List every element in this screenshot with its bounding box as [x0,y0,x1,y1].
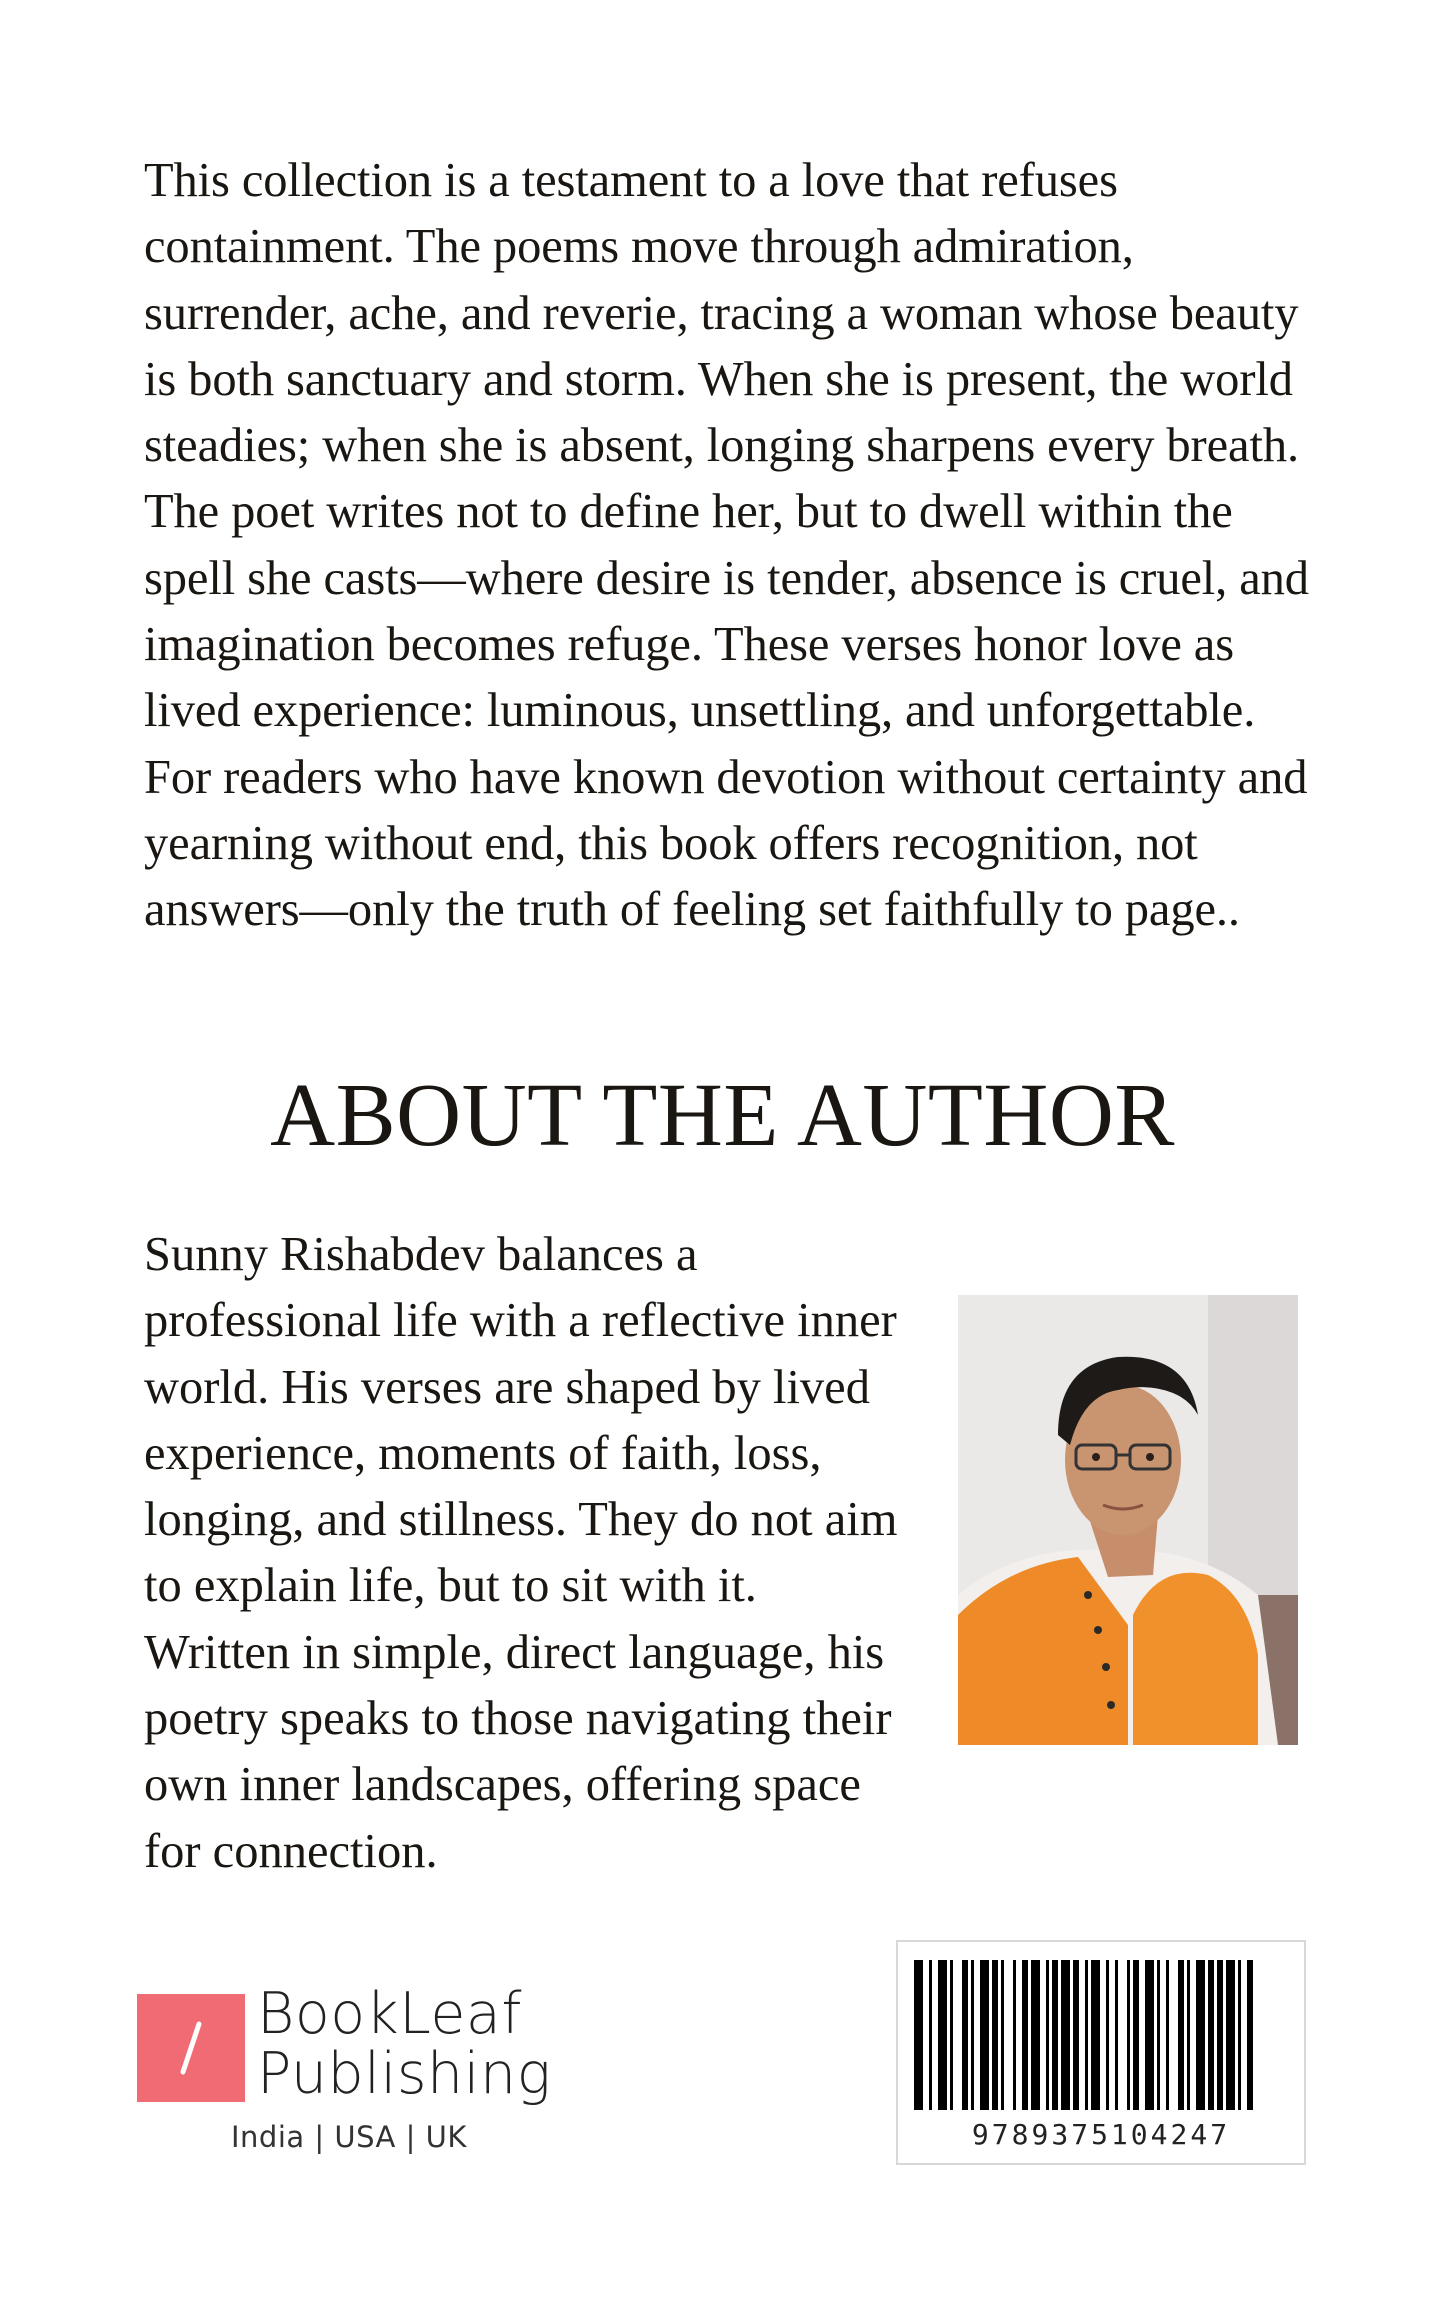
slash-icon [137,1994,245,2102]
publisher-name-line1: BookLeaf [257,1981,522,2047]
publisher-name-line2: Publishing [257,2041,552,2107]
publisher-logo-mark [137,1994,245,2102]
author-bio: Sunny Rishabdev balances a professional life with a reflective inner world. His verses are shaped by lived experience, moments of faith, loss, longing, and stillness. They do not aim to explain life, but to sit with it. Written in simple, direct language, his poetry speaks to those navigating their own inner landscapes, offering space for connection. [144,1228,898,1878]
publisher-logo-block [137,1982,557,2162]
isbn-barcode [896,1940,1306,2165]
author-photo [958,1295,1298,1745]
publisher-name [257,1981,552,2107]
about-author-heading: ABOUT THE AUTHOR [270,1066,1175,1165]
isbn-number: 9789375104247 [971,2118,1231,2151]
back-cover-blurb: This collection is a testament to a love that refuses containment. The poems move through admiration, surrender, ache, and reverie, tracing a woman whose beauty is both sanctuary and storm. When she is present, the world steadies; when she is absent, longing sharpens every breath. The poet writes not to define her, but to dwell within the spell she casts—where desire is tender, absence is cruel, and imagination becomes refuge. These verses honor love as lived experience: luminous, unsettling, and unforgettable. For readers who have known devotion without certainty and yearning without end, this book offers recognition, not answers—only the truth of feeling set faithfully to page.. [144,154,1309,937]
barcode-bars [914,1960,1292,2110]
publisher-regions: India | USA | UK [231,2120,467,2154]
